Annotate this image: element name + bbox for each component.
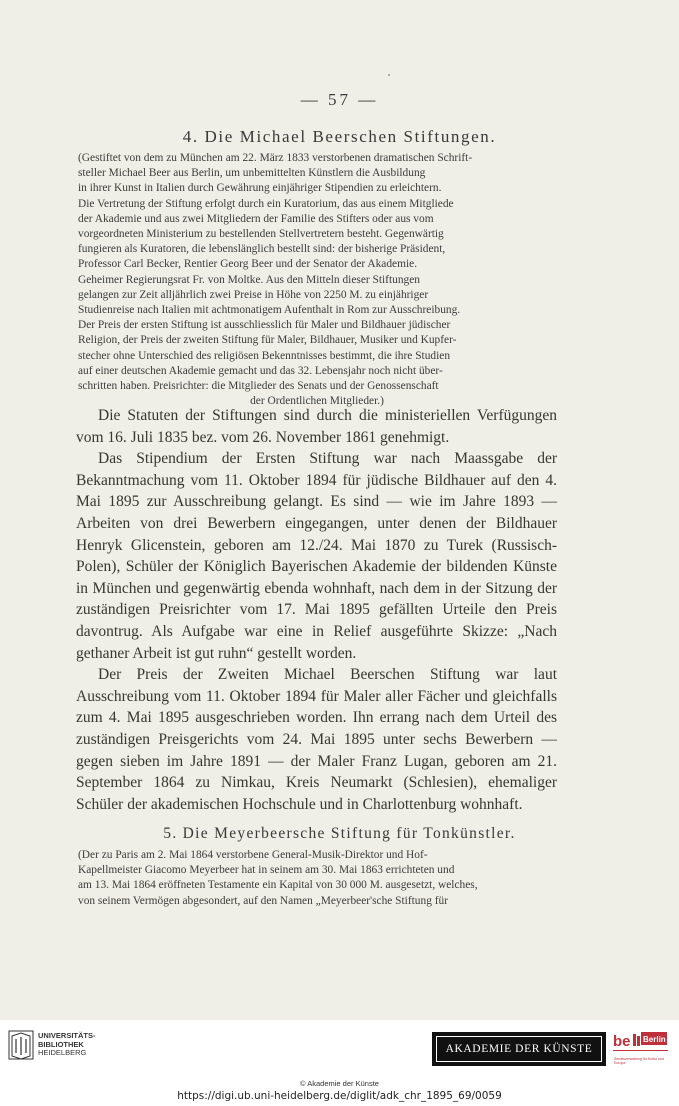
akademie-label: AKADEMIE DER KÜNSTE [436, 1036, 602, 1062]
viewer-footer [0, 1020, 679, 1106]
note-line: am 13. Mai 1864 eröffneten Testamente ein Kapital von 30 000 M. ausgesetzt, welches, [78, 879, 478, 892]
note-line: der Akademie und aus zwei Mitgliedern der Familie des Stifters oder aus vom [78, 212, 434, 225]
note-line: Religion, der Preis der zweiten Stiftung für Maler, Bildhauer, Musiker und Kupfer- [78, 334, 457, 347]
note-line: Der Preis der ersten Stiftung ist ausschliesslich für Maler und Bildhauer jüdischer [78, 319, 451, 332]
note-line: fungieren als Kuratoren, die lebenslänglich bestellt sind: der bisherige Präsident, [78, 243, 446, 256]
section-5-note [78, 848, 556, 909]
akademie-der-kuenste-logo[interactable] [432, 1032, 606, 1066]
note-line: in ihrer Kunst in Italien durch Gewährung einjähriger Stipendien zu erleichtern. [78, 182, 442, 195]
note-line-last: der Ordentlichen Mitglieder.) [250, 395, 384, 408]
body-text [76, 405, 557, 815]
note-line: steller Michael Beer aus Berlin, um unbemittelten Künstlern die Ausbildung [78, 167, 426, 180]
note-line: von seinem Vermögen abgesondert, auf den Namen „Meyerbeer'sche Stiftung für [78, 894, 449, 907]
speck [388, 74, 390, 76]
ub-line: HEIDELBERG [38, 1048, 87, 1057]
university-library-name[interactable] [38, 1032, 96, 1058]
note-line: vorgeordneten Ministerium zu bestellenden Stellvertretern besteht. Gegenwärtig [78, 228, 444, 241]
paragraph-second-foundation: Der Preis der Zweiten Michael Beerschen Stiftung war laut Ausschreibung vom 11. Oktober 1894 für Maler aller Fächer und gleichfalls zum 4. Mai 1895 ausgeschrieben worden. Ihn errang nach dem Urteil des zuständigen Preisgerichts vom 24. Mai 1895 unter sechs Bewerbern — gegen sieben im Jahre 1891 — der Maler Franz Lugan, geboren am 21. September 1864 zu Nimkau, Kreis Neumarkt (Schlesien), ehemaliger Schüler der akademischen Hochschule und in Charlottenburg wohnhaft. [76, 666, 557, 813]
university-library-logo-icon [8, 1030, 34, 1060]
note-line: auf einer deutschen Akademie gemacht und das 32. Lebensjahr noch nicht über- [78, 364, 443, 377]
note-line: Geheimer Regierungsrat Fr. von Moltke. Aus den Mitteln dieser Stiftungen [78, 273, 420, 286]
ub-line: UNIVERSITÄTS- [38, 1031, 96, 1040]
svg-text:be: be [613, 1033, 631, 1050]
ub-line: BIBLIOTHEK [38, 1039, 84, 1049]
senate-department-text: Senatsverwaltung für Kultur und Europa [614, 1057, 664, 1065]
section-4-title: 4. Die Michael Beerschen Stiftungen. [182, 127, 497, 146]
svg-text:Berlin: Berlin [643, 1035, 666, 1044]
note-line: Kapellmeister Giacomo Meyerbeer hat in seinem am 30. Mai 1863 errichteten und [78, 864, 455, 877]
note-line: gelangen zur Zeit alljährlich zwei Preise in Höhe von 2250 M. zu einjähriger [78, 288, 429, 301]
paragraph-first-foundation: Das Stipendium der Ersten Stiftung war nach Maassgabe der Bekanntmachung vom 11. Oktober 1894 für jüdische Bildhauer auf den 4. Mai 1895 zur Ausschreibung gelangt. Es sind — wie im Jahre 1893 — Arbeiten von drei Bewerbern eingegangen, unter denen der Bildhauer Henryk Glicenstein, geboren am 12./24. Mai 1870 zu Turek (Russisch-Polen), Schüler der Königlich Bayerischen Akademie der bildenden Künste in München und gegenwärtig ebenda wohnhaft, nach dem in der Sitzung der zuständigen Preisrichter vom 17. Mai 1895 gefällten Urteile den Preis davontrug. Als Aufgabe war eine in Relief ausgeführte Skizze: „Nach gethaner Arbeit ist gut ruhn“ gestellt worden. [76, 450, 557, 662]
note-line: (Der zu Paris am 2. Mai 1864 verstorbene General-Musik-Direktor und Hof- [78, 849, 428, 861]
note-line: Professor Carl Becker, Rentier Georg Beer und der Senator der Akademie. [78, 258, 418, 271]
note-line: (Gestiftet von dem zu München am 22. März 1833 verstorbenen dramatischen Schrift- [78, 152, 473, 164]
note-line: stecher ohne Unterschied des religiösen Bekenntnisses bestimmt, die ihre Studien [78, 349, 451, 362]
page-number: — 57 — [300, 90, 379, 109]
note-line: Studienreise nach Italien mit achtmonatigem Aufenthalt in Rom zur Ausschreibung. [78, 304, 461, 317]
copyright-text: © Akademie der Künste [300, 1079, 379, 1088]
note-line: schritten haben. Preisrichter: die Mitglieder des Senats und der Genossenschaft [78, 380, 439, 393]
paragraph-statutes: Die Statuten der Stiftungen sind durch die ministeriellen Verfügungen vom 16. Juli 1835 bez. vom 26. November 1861 genehmigt. [76, 407, 557, 446]
note-line: Die Vertretung der Stiftung erfolgt durch ein Kuratorium, das aus einem Mitgliede [78, 197, 454, 210]
section-5-title: 5. Die Meyerbeersche Stiftung für Tonkünstler. [163, 825, 516, 842]
section-4-note [78, 151, 556, 409]
page-url-link[interactable]: https://digi.ub.uni-heidelberg.de/diglit/adk_chr_1895_69/0059 [177, 1090, 502, 1102]
